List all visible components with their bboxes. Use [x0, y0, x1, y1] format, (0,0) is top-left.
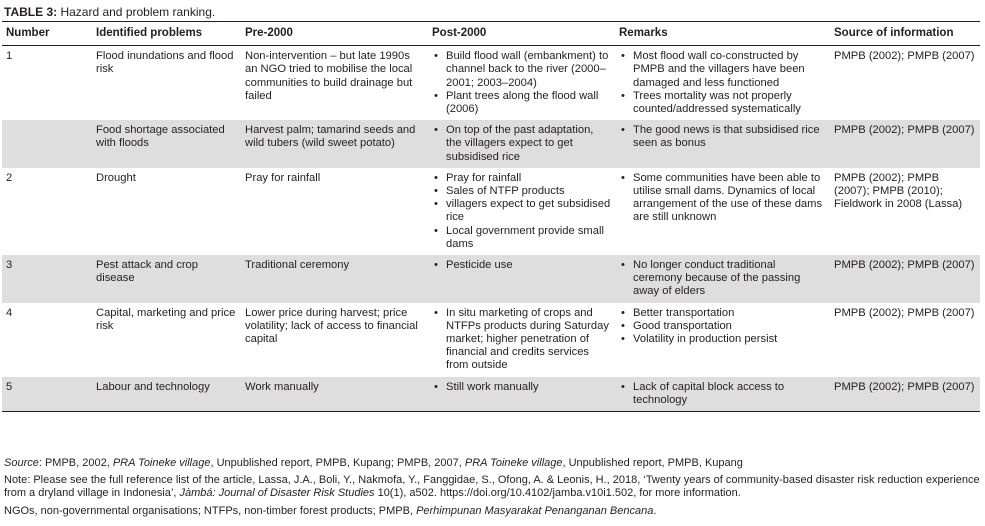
cell-problem: Food shortage associated with floods: [92, 120, 241, 168]
list-item: • Trees mortality was not properly counted/addressed systematically: [633, 90, 826, 116]
table-caption-text: Hazard and problem ranking.: [57, 5, 216, 19]
list-item: • Still work manually: [446, 381, 611, 394]
cell-number: [2, 120, 92, 168]
cell-pre-2000: Non-intervention – but late 1990s an NGO tried to mobilise the local communities to build drainage but failed: [241, 46, 428, 121]
list-item: • Local government provide small dams: [446, 225, 611, 251]
list-item: • Volatility in production persist: [633, 333, 826, 346]
list-item: • Pesticide use: [446, 259, 611, 272]
table-row: [2, 255, 980, 303]
cell-remarks: [615, 46, 830, 121]
header-post-2000: Post-2000: [428, 22, 615, 46]
source-title: PRA Toineke village: [464, 457, 563, 469]
header-remarks: Remarks: [615, 22, 830, 46]
abbreviations-note: [4, 505, 982, 518]
list-item: • Lack of capital block access to technology: [633, 381, 826, 407]
cell-source: PMPB (2002); PMPB (2007): [830, 377, 980, 412]
cell-post-2000: [428, 377, 615, 412]
source-text: : PMPB, 2002,: [38, 457, 113, 469]
list-item: • Better transportation: [633, 307, 826, 320]
cell-remarks: [615, 377, 830, 412]
abbreviation-text: .: [653, 505, 657, 517]
cell-number: 3: [2, 255, 92, 303]
list-item: • Good transportation: [633, 320, 826, 333]
table-row: [2, 377, 980, 412]
table-row: [2, 120, 980, 168]
cell-source: PMPB (2002); PMPB (2007): [830, 46, 980, 121]
cell-problem: Drought: [92, 168, 241, 255]
list-item: • Pray for rainfall: [446, 172, 611, 185]
header-source: Source of information: [830, 22, 980, 46]
note-text: 10(1), a502. https://doi.org/10.4102/jamba.v10i1.502, for more information.: [374, 487, 741, 499]
cell-pre-2000: Work manually: [241, 377, 428, 412]
reference-note: [4, 474, 982, 500]
journal-title: Jàmbá: Journal of Disaster Risk Studies: [179, 487, 375, 499]
cell-problem: Labour and technology: [92, 377, 241, 412]
list-item: • Build flood wall (embankment) to channel back to the river (2000–2001; 2003–2004): [446, 50, 611, 90]
cell-source: PMPB (2002); PMPB (2007): [830, 303, 980, 377]
cell-post-2000: [428, 168, 615, 255]
cell-problem: Capital, marketing and price risk: [92, 303, 241, 377]
source-title: PRA Toineke village: [112, 457, 211, 469]
cell-post-2000: [428, 255, 615, 303]
cell-post-2000: [428, 120, 615, 168]
list-item: • villagers expect to get subsidised rice: [446, 198, 611, 224]
header-pre-2000: Pre-2000: [241, 22, 428, 46]
cell-problem: Flood inundations and flood risk: [92, 46, 241, 121]
list-item: • Plant trees along the flood wall (2006): [446, 90, 611, 116]
cell-source: PMPB (2002); PMPB (2007): [830, 255, 980, 303]
cell-pre-2000: Pray for rainfall: [241, 168, 428, 255]
list-item: • No longer conduct traditional ceremony because of the passing away of elders: [633, 259, 826, 299]
cell-remarks: [615, 168, 830, 255]
table-row: [2, 46, 980, 121]
cell-post-2000: [428, 46, 615, 121]
list-item: • Sales of NTFP products: [446, 185, 611, 198]
list-item: • In situ marketing of crops and NTFPs products during Saturday market; higher penetration of financial and credits services from outside: [446, 307, 611, 373]
organisation-name: Perhimpunan Masyarakat Penanganan Bencana: [416, 505, 654, 517]
cell-number: 5: [2, 377, 92, 412]
cell-problem: Pest attack and crop disease: [92, 255, 241, 303]
table-caption-label: TABLE 3:: [4, 5, 58, 19]
list-item: • Most flood wall co-constructed by PMPB and the villagers have been damaged and less functioned: [633, 50, 826, 90]
table-row: [2, 303, 980, 377]
cell-number: 2: [2, 168, 92, 255]
hazard-ranking-table: [2, 21, 980, 412]
cell-remarks: [615, 120, 830, 168]
source-text: , Unpublished report, PMPB, Kupang: [562, 457, 743, 469]
list-item: • On top of the past adaptation, the villagers expect to get subsidised rice: [446, 124, 611, 164]
cell-number: 4: [2, 303, 92, 377]
list-item: • Some communities have been able to utilise small dams. Dynamics of local arrangement of the use of these dams are still unknown: [633, 172, 826, 225]
cell-post-2000: [428, 303, 615, 377]
cell-remarks: [615, 255, 830, 303]
cell-pre-2000: Traditional ceremony: [241, 255, 428, 303]
cell-source: PMPB (2002); PMPB (2007): [830, 120, 980, 168]
cell-pre-2000: Lower price during harvest; price volatility; lack of access to financial capital: [241, 303, 428, 377]
source-label: Source: [4, 457, 39, 469]
header-identified-problems: Identified problems: [92, 22, 241, 46]
cell-pre-2000: Harvest palm; tamarind seeds and wild tubers (wild sweet potato): [241, 120, 428, 168]
cell-source: PMPB (2002); PMPB (2007); PMPB (2010); Fieldwork in 2008 (Lassa): [830, 168, 980, 255]
table-header-row: [2, 22, 980, 46]
table-row: [2, 168, 980, 255]
list-item: • The good news is that subsidised rice seen as bonus: [633, 124, 826, 150]
source-note: [4, 457, 982, 470]
header-number: Number: [2, 22, 92, 46]
cell-number: 1: [2, 46, 92, 121]
source-text: , Unpublished report, PMPB, Kupang; PMPB, 2007,: [210, 457, 465, 469]
table-caption: [4, 6, 215, 19]
cell-remarks: [615, 303, 830, 377]
abbreviation-text: NGOs, non-governmental organisations; NTFPs, non-timber forest products; PMPB,: [4, 505, 417, 517]
note-text: Note: Please see the full reference list of the article, Lassa, J.A., Boli, Y., Nakmofa, Y., Fanggidae, S., Ofong, A. & Leonis, H., 2018, ‘Twenty years of community-based disaster risk reduction experience from a dryland village in Indonesia’,: [4, 474, 980, 499]
